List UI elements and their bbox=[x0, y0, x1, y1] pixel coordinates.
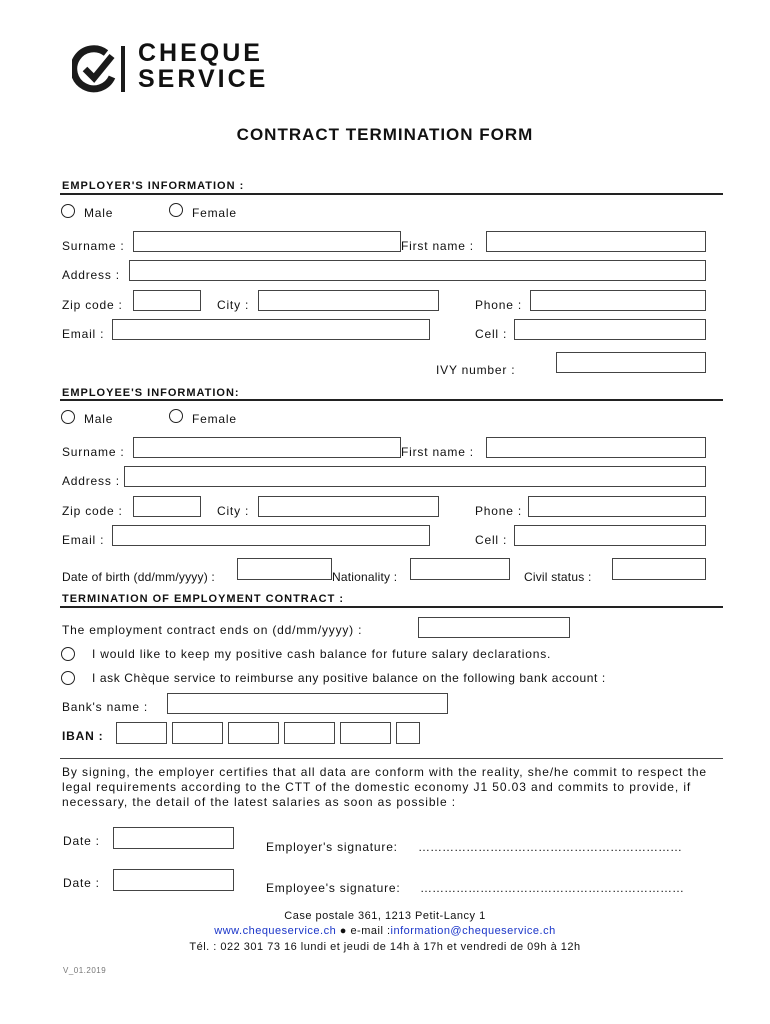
employee-zip-label: Zip code : bbox=[62, 504, 123, 518]
declaration-divider bbox=[60, 758, 723, 759]
employee-city-field[interactable] bbox=[258, 496, 439, 517]
employee-surname-field[interactable] bbox=[133, 437, 401, 458]
employer-email-label: Email : bbox=[62, 327, 105, 341]
reimburse-balance-label: I ask Chèque service to reimburse any positive balance on the following bank account : bbox=[92, 671, 606, 685]
employer-male-label: Male bbox=[84, 206, 114, 220]
employee-date-label: Date : bbox=[63, 876, 100, 890]
employee-city-label: City : bbox=[217, 504, 250, 518]
employer-ivy-label: IVY number : bbox=[436, 363, 516, 377]
footer-contact bbox=[0, 925, 770, 937]
reimburse-balance-radio[interactable] bbox=[61, 671, 75, 685]
employer-divider bbox=[60, 193, 723, 195]
footer-email-link[interactable]: information@chequeservice.ch bbox=[390, 925, 556, 937]
employee-first-name-field[interactable] bbox=[486, 437, 706, 458]
employee-female-label: Female bbox=[192, 412, 237, 426]
employer-signature-line[interactable]: ………………………………………………………… bbox=[418, 840, 682, 854]
employee-address-field[interactable] bbox=[124, 466, 706, 487]
employer-first-name-label: First name : bbox=[401, 239, 474, 253]
termination-heading: TERMINATION OF EMPLOYMENT CONTRACT : bbox=[62, 593, 345, 605]
employee-phone-field[interactable] bbox=[528, 496, 706, 517]
footer-hours: Tél. : 022 301 73 16 lundi et jeudi de 14h à 17h et vendredi de 09h à 12h bbox=[189, 941, 581, 953]
logo-text-cheque: CHEQUE bbox=[138, 39, 263, 67]
employee-civil-status-field[interactable] bbox=[612, 558, 706, 580]
employer-signature-label: Employer's signature: bbox=[266, 840, 398, 854]
employer-email-field[interactable] bbox=[112, 319, 430, 340]
employee-male-label: Male bbox=[84, 412, 114, 426]
employee-male-radio[interactable] bbox=[61, 410, 75, 424]
employer-male-radio[interactable] bbox=[61, 204, 75, 218]
iban-field-5[interactable] bbox=[340, 722, 391, 744]
bank-name-label: Bank's name : bbox=[62, 700, 149, 714]
employer-surname-field[interactable] bbox=[133, 231, 401, 252]
employer-first-name-field[interactable] bbox=[486, 231, 706, 252]
contract-end-label: The employment contract ends on (dd/mm/yyyy) : bbox=[62, 623, 363, 637]
employee-cell-field[interactable] bbox=[514, 525, 706, 546]
iban-field-6[interactable] bbox=[396, 722, 420, 744]
employee-signature-line[interactable]: ………………………………………………………… bbox=[420, 881, 684, 895]
employer-female-radio[interactable] bbox=[169, 203, 183, 217]
keep-balance-label: I would like to keep my positive cash balance for future salary declarations. bbox=[92, 647, 552, 661]
termination-divider bbox=[60, 606, 723, 608]
page-title: CONTRACT TERMINATION FORM bbox=[236, 125, 534, 144]
employer-city-label: City : bbox=[217, 298, 250, 312]
employer-date-label: Date : bbox=[63, 834, 100, 848]
iban-label: IBAN : bbox=[62, 729, 104, 743]
employer-address-label: Address : bbox=[62, 268, 120, 282]
employer-female-label: Female bbox=[192, 206, 237, 220]
employee-phone-label: Phone : bbox=[475, 504, 522, 518]
employee-first-name-label: First name : bbox=[401, 445, 474, 459]
employer-phone-field[interactable] bbox=[530, 290, 706, 311]
employer-phone-label: Phone : bbox=[475, 298, 522, 312]
employee-female-radio[interactable] bbox=[169, 409, 183, 423]
logo-text-service: SERVICE bbox=[138, 65, 269, 93]
employee-zip-field[interactable] bbox=[133, 496, 201, 517]
employer-surname-label: Surname : bbox=[62, 239, 125, 253]
employee-divider bbox=[60, 399, 723, 401]
version-label: V_01.2019 bbox=[63, 966, 107, 975]
employee-civil-status-label: Civil status : bbox=[524, 570, 592, 584]
employee-email-field[interactable] bbox=[112, 525, 430, 546]
employer-heading: EMPLOYER'S INFORMATION : bbox=[62, 180, 245, 192]
iban-field-4[interactable] bbox=[284, 722, 335, 744]
cheque-service-logo-mark bbox=[72, 44, 128, 94]
employee-date-field[interactable] bbox=[113, 869, 234, 891]
iban-field-1[interactable] bbox=[116, 722, 167, 744]
employee-address-label: Address : bbox=[62, 474, 120, 488]
employer-address-field[interactable] bbox=[129, 260, 706, 281]
logo bbox=[72, 40, 302, 96]
contract-end-field[interactable] bbox=[418, 617, 570, 638]
footer-separator: ● e-mail : bbox=[336, 925, 391, 937]
iban-field-2[interactable] bbox=[172, 722, 223, 744]
iban-field-3[interactable] bbox=[228, 722, 279, 744]
employee-surname-label: Surname : bbox=[62, 445, 125, 459]
employee-signature-label: Employee's signature: bbox=[266, 881, 401, 895]
footer-address: Case postale 361, 1213 Petit-Lancy 1 bbox=[284, 910, 486, 922]
employee-nationality-label: Nationality : bbox=[332, 570, 398, 584]
employee-dob-label: Date of birth (dd/mm/yyyy) : bbox=[62, 570, 215, 584]
employer-zip-label: Zip code : bbox=[62, 298, 123, 312]
footer-website-link[interactable]: www.chequeservice.ch bbox=[214, 925, 337, 937]
declaration-text: By signing, the employer certifies that all data are conform with the reality, she/he commit to respect the legal requirements according to the CTT of the domestic economy J1 50.03 and commits to provide, if necessary, the detail of the latest salaries as soon as possible : bbox=[62, 765, 708, 809]
employee-nationality-field[interactable] bbox=[410, 558, 510, 580]
employer-date-field[interactable] bbox=[113, 827, 234, 849]
employer-cell-label: Cell : bbox=[475, 327, 508, 341]
bank-name-field[interactable] bbox=[167, 693, 448, 714]
employer-city-field[interactable] bbox=[258, 290, 439, 311]
employer-zip-field[interactable] bbox=[133, 290, 201, 311]
employee-cell-label: Cell : bbox=[475, 533, 508, 547]
employee-heading: EMPLOYEE'S INFORMATION: bbox=[62, 387, 240, 399]
employee-dob-field[interactable] bbox=[237, 558, 332, 580]
employee-email-label: Email : bbox=[62, 533, 105, 547]
employer-ivy-field[interactable] bbox=[556, 352, 706, 373]
keep-balance-radio[interactable] bbox=[61, 647, 75, 661]
employer-cell-field[interactable] bbox=[514, 319, 706, 340]
